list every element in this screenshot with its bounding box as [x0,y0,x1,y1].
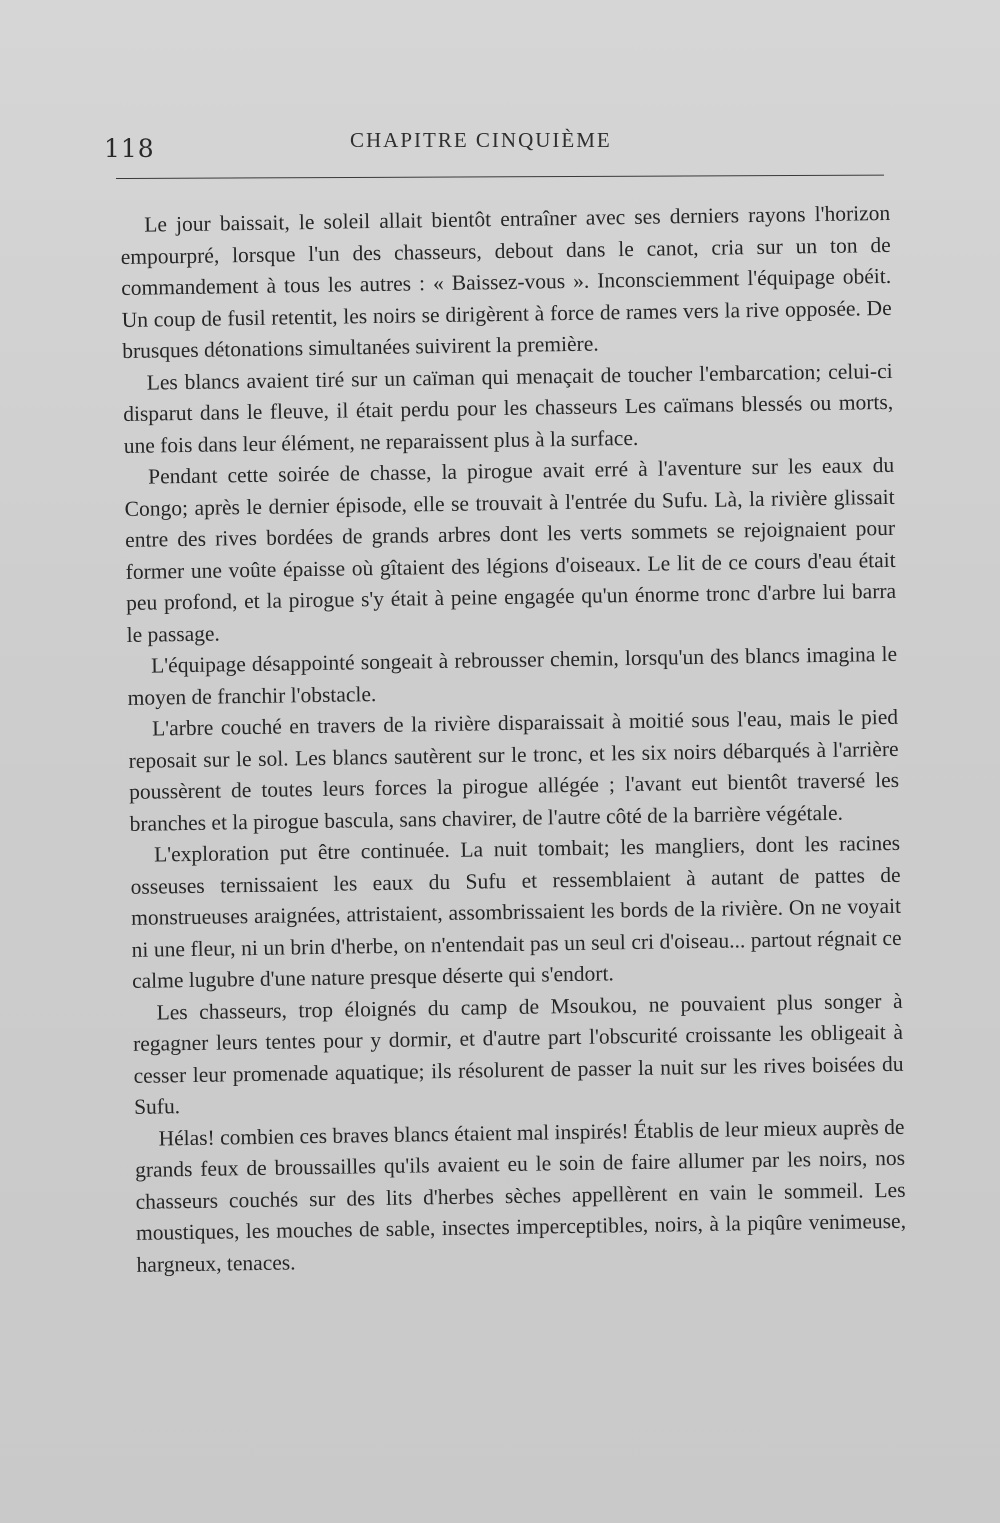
paragraph-2: Les blancs avaient tiré sur un caïman qui menaçait de toucher l'embarcation; celui-ci disparut dans le fleuve, il était perdu pour les chasseurs Les caïmans blessés ou morts, une fois dans leur élément, ne reparaissent plus à la surface. [123,358,894,458]
paragraph-1: Le jour baissait, le soleil allait bientôt entraîner avec ses derniers rayons l'horizon empourpré, lorsque l'un des chasseurs, debout dans le canot, cria sur un ton de commandement à tous les autres : « Baissez-vous ». Inconsciemment l'équipage obéit. Un coup de fusil retentit, les noirs se dirigèrent à force de rames vers la rive opposée. De brusques détonations simultanées suivirent la première. [120,200,892,363]
running-head: CHAPITRE CINQUIÈME [350,128,612,152]
paragraph-8: Hélas! combien ces braves blancs étaient mal inspirés! Établis de leur mieux auprès de grands feux de broussailles qu'ils avaient eu le soin de faire allumer par les noirs, nos chasseurs couchés sur des lits d'herbes sèches appellèrent en vain le sommeil. Les moustiques, les mouches de sable, insectes imperceptibles, noirs, à la piqûre venimeuse, hargneux, tenaces. [134,1114,907,1277]
paragraph-7: Les chasseurs, trop éloignés du camp de Msoukou, ne pouvaient plus songer à regagner leurs tentes pour y dormir, et d'autre part l'obscurité croissante les obligeait à cesser leur promenade aquatique; ils résolurent de passer la nuit sur les rives boisées du Sufu. [132,988,904,1119]
paragraph-3: Pendant cette soirée de chasse, la pirogue avait erré à l'aventure sur les eaux du Congo; après le dernier épisode, elle se trouvait à l'entrée du Sufu. Là, la rivière glissait entre des rives bordées de grands arbres dont les verts sommets se rejoignaient pour former une voûte épaisse où gîtaient des légions d'oiseaux. Le lit de ce cours d'eau était peu profond, et la pirogue s'y était à peine engagée qu'un énorme tronc d'arbre lui barra le passage. [124,452,897,647]
header-rule [116,175,884,179]
paragraph-6: L'exploration put être continuée. La nuit tombait; les mangliers, dont les racines osseuses ternissaient les eaux du Sufu et ressemblaient à autant de pattes de monstrueuses araignées, attristaient, assombrissaient les bords de la rivière. On ne voyait ni une fleur, ni un brin d'herbe, on n'entendait pas un seul cri d'oiseau... partout régnait ce calme lugubre d'une nature presque déserte qui s'endort. [130,830,902,993]
paragraph-5: L'arbre couché en travers de la rivière disparaissait à moitié sous l'eau, mais le pied reposait sur le sol. Les blancs sautèrent sur le tronc, et les six noirs débarqués à l'arrière poussèrent de toutes leurs forces la pirogue allégée ; l'avant eut bientôt traversé les branches et la pirogue bascula, sans chavirer, de l'autre côté de la barrière végétale. [128,704,900,836]
body-text [120,198,907,1281]
paragraph-4: L'équipage désappointé songeait à rebrousser chemin, lorsqu'un des blancs imagina le moyen de franchir l'obstacle. [127,641,898,710]
page-number: 118 [104,134,155,163]
